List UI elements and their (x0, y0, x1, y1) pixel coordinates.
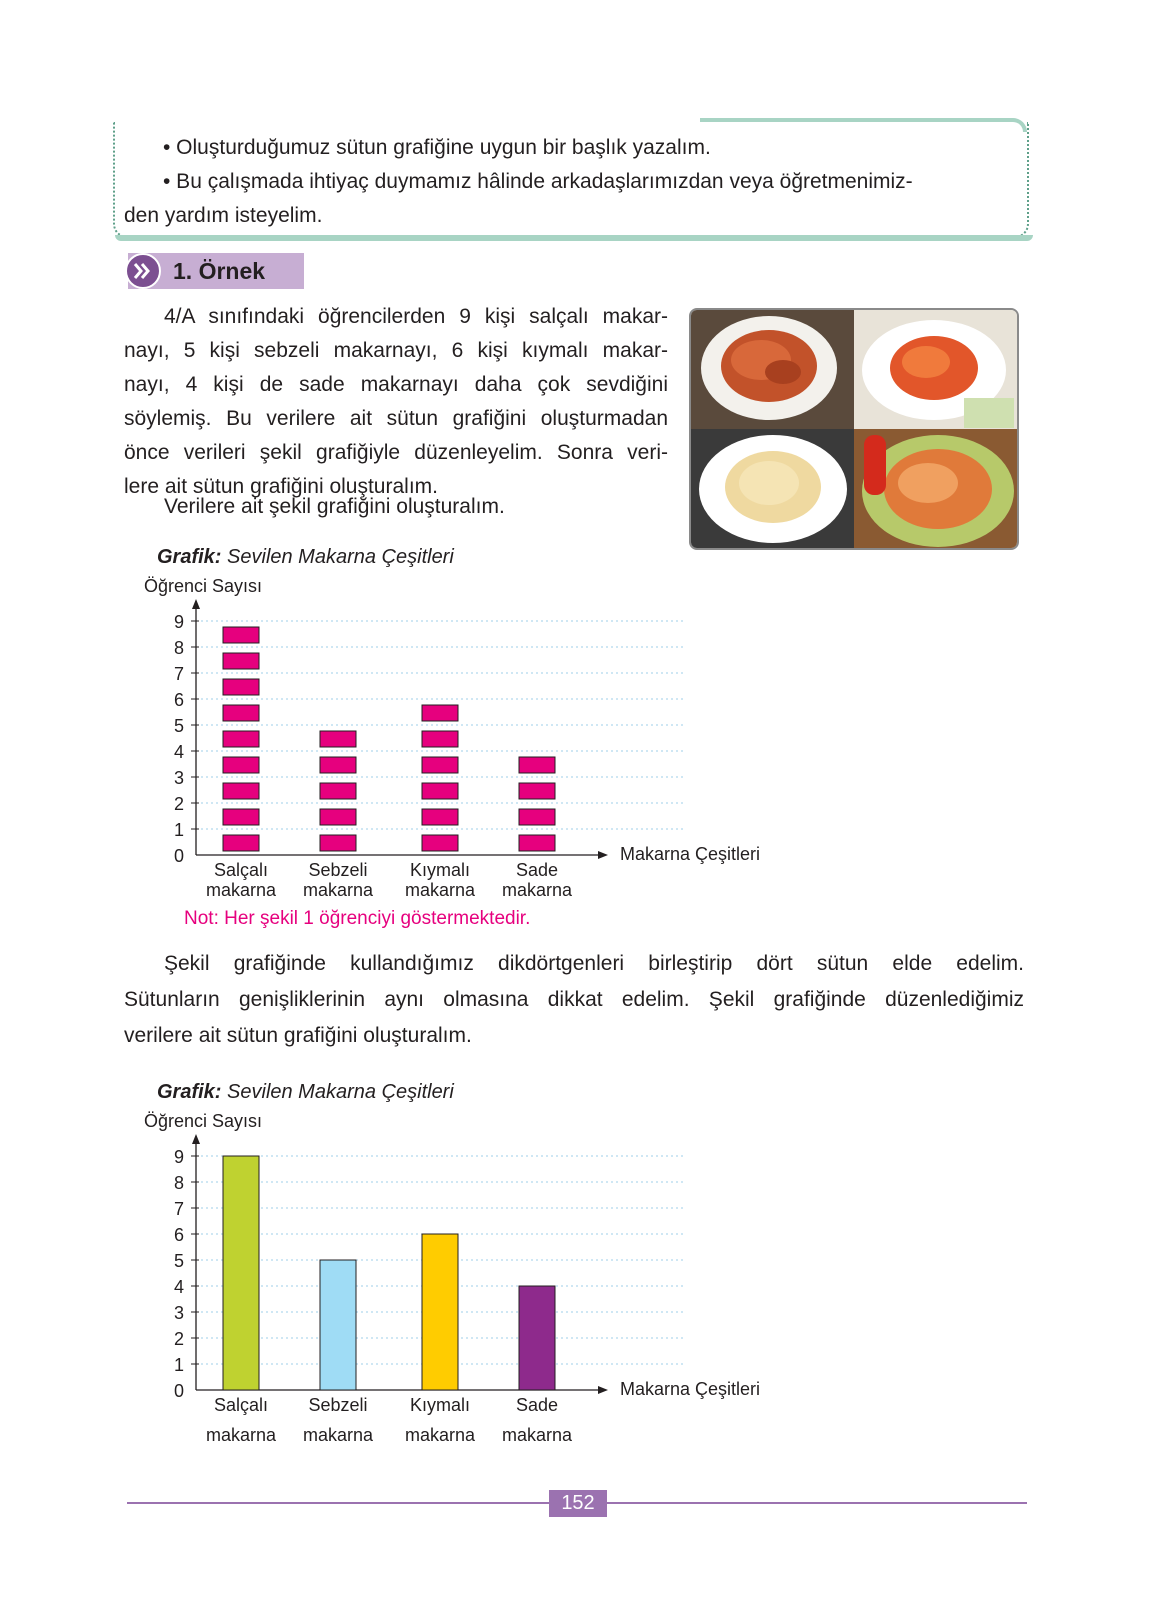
pictograph-unit (223, 757, 259, 773)
category-label: makarna (501, 880, 573, 900)
y-tick-label: 8 (173, 1173, 184, 1193)
pictograph-unit (519, 835, 555, 851)
pictograph-unit (223, 705, 259, 721)
category-label: Sebzeli (308, 860, 368, 880)
mid-line-3: verilere ait sütun grafiğini oluşturalım. (124, 1024, 472, 1047)
y-tick-label: 2 (173, 794, 184, 814)
category-label: makarna (302, 1425, 374, 1445)
example-label: 1. Örnek (173, 258, 266, 284)
y-tick-label: 9 (173, 1147, 184, 1167)
category-label: Kıymalı (409, 860, 471, 880)
pictograph-unit (422, 757, 458, 773)
y-tick-label: 7 (173, 1199, 184, 1219)
pictograph-unit (223, 809, 259, 825)
y-tick-label: 9 (173, 612, 184, 632)
x-axis-label: Makarna Çeşitleri (620, 1379, 761, 1399)
chart1-title-text: Sevilen Makarna Çeşitleri (227, 546, 454, 568)
y-tick-label: 6 (173, 690, 184, 710)
category-label: makarna (404, 880, 476, 900)
pictograph-unit (422, 705, 458, 721)
example-line-1: 4/A sınıfındaki öğrencilerden 9 kişi salçalı makar- (164, 305, 668, 328)
photo-kiymali-makarna (854, 429, 1017, 548)
info-box-corner (700, 118, 1027, 132)
x-axis-label: Makarna Çeşitleri (620, 844, 761, 864)
pictograph-unit (223, 679, 259, 695)
category-label: Salçalı (213, 1395, 269, 1415)
category-label: makarna (205, 880, 277, 900)
pictograph-unit (320, 835, 356, 851)
bullet-2-continued: den yardım isteyelim. (124, 204, 323, 227)
pictograph-unit (223, 731, 259, 747)
double-chevron-icon (125, 253, 161, 289)
mid-line-2: Sütunların genişliklerinin aynı olmasına dikkat edelim. Şekil grafiğinde düzenlediğimiz (124, 988, 1024, 1011)
y-tick-label: 8 (173, 638, 184, 658)
pictograph-unit (519, 757, 555, 773)
pictograph-unit (320, 757, 356, 773)
category-label: Kıymalı (409, 1395, 471, 1415)
example-line-5: önce verileri şekil grafiğiyle düzenleyelim. Sonra veri- (124, 441, 668, 464)
chart2-title-prefix: Grafik: (157, 1081, 222, 1103)
example-line-6: lere ait sütun grafiğini oluşturalım. (124, 475, 438, 498)
example-paragraph (124, 300, 668, 504)
category-label: Salçalı (213, 860, 269, 880)
mid-line-1: Şekil grafiğinde kullandığımız dikdörtgenleri birleştirip dört sütun elde edelim. (164, 952, 1024, 975)
y-tick-label: 0 (173, 1381, 184, 1401)
y-tick-label: 4 (173, 1277, 184, 1297)
y-tick-label: 4 (173, 742, 184, 762)
bar (422, 1234, 458, 1390)
chart1-note: Not: Her şekil 1 öğrenciyi göstermektedir. (184, 908, 531, 929)
chart1-pictograph (120, 596, 800, 906)
category-label: makarna (205, 1425, 277, 1445)
x-axis-arrow (598, 851, 608, 859)
category-label: makarna (501, 1425, 573, 1445)
y-tick-label: 0 (173, 846, 184, 866)
example-instruction: Verilere ait şekil grafiğini oluşturalım. (164, 495, 505, 518)
bar (519, 1286, 555, 1390)
mid-paragraph (124, 946, 1024, 1054)
x-axis-arrow (598, 1386, 608, 1394)
y-tick-label: 1 (173, 820, 184, 840)
pictograph-unit (223, 783, 259, 799)
y-tick-label: 5 (173, 716, 184, 736)
y-tick-label: 6 (173, 1225, 184, 1245)
example-line-2: nayı, 5 kişi sebzeli makarnayı, 6 kişi kıymalı makar- (124, 339, 668, 362)
page-number: 152 (549, 1490, 607, 1517)
pictograph-unit (422, 835, 458, 851)
pictograph-unit (519, 783, 555, 799)
pictograph-unit (519, 809, 555, 825)
pictograph-unit (422, 809, 458, 825)
bullet-2: • Bu çalışmada ihtiyaç duymamız hâlinde arkadaşlarımızdan veya öğretmenimiz- (163, 170, 913, 193)
y-tick-label: 3 (173, 1303, 184, 1323)
category-label: makarna (404, 1425, 476, 1445)
photo-sade-makarna (691, 429, 854, 548)
y-axis-arrow (192, 1134, 200, 1144)
chart2-ylabel: Öğrenci Sayısı (144, 1111, 263, 1131)
bullet-1: • Oluşturduğumuz sütun grafiğine uygun bir başlık yazalım. (163, 136, 711, 159)
pictograph-unit (320, 809, 356, 825)
bar (320, 1260, 356, 1390)
chart2-title-text: Sevilen Makarna Çeşitleri (227, 1081, 454, 1103)
pictograph-unit (223, 627, 259, 643)
category-label: Sade (515, 860, 559, 880)
pictograph-unit (422, 783, 458, 799)
pictograph-unit (320, 783, 356, 799)
pictograph-unit (320, 731, 356, 747)
info-box-shadow (115, 235, 1033, 241)
y-tick-label: 3 (173, 768, 184, 788)
pictograph-unit (223, 653, 259, 669)
y-axis-arrow (192, 599, 200, 609)
pasta-photo-grid (689, 308, 1019, 550)
chart2-title (157, 1081, 454, 1104)
bar (223, 1156, 259, 1390)
category-label: makarna (302, 880, 374, 900)
chart1-title-prefix: Grafik: (157, 546, 222, 568)
category-label: Sebzeli (308, 1395, 368, 1415)
y-tick-label: 2 (173, 1329, 184, 1349)
example-line-3: nayı, 4 kişi de sade makarnayı daha çok sevdiğini (124, 373, 668, 396)
photo-sebzeli-makarna (854, 310, 1017, 429)
chart2-bar (120, 1131, 800, 1456)
y-tick-label: 1 (173, 1355, 184, 1375)
pictograph-unit (422, 731, 458, 747)
photo-salcali-makarna (691, 310, 854, 429)
y-tick-label: 7 (173, 664, 184, 684)
example-line-4: söylemiş. Bu verilere ait sütun grafiğini oluşturmadan (124, 407, 668, 430)
chart1-ylabel: Öğrenci Sayısı (144, 576, 263, 596)
category-label: Sade (515, 1395, 559, 1415)
pictograph-unit (223, 835, 259, 851)
chart1-title (157, 546, 454, 569)
y-tick-label: 5 (173, 1251, 184, 1271)
